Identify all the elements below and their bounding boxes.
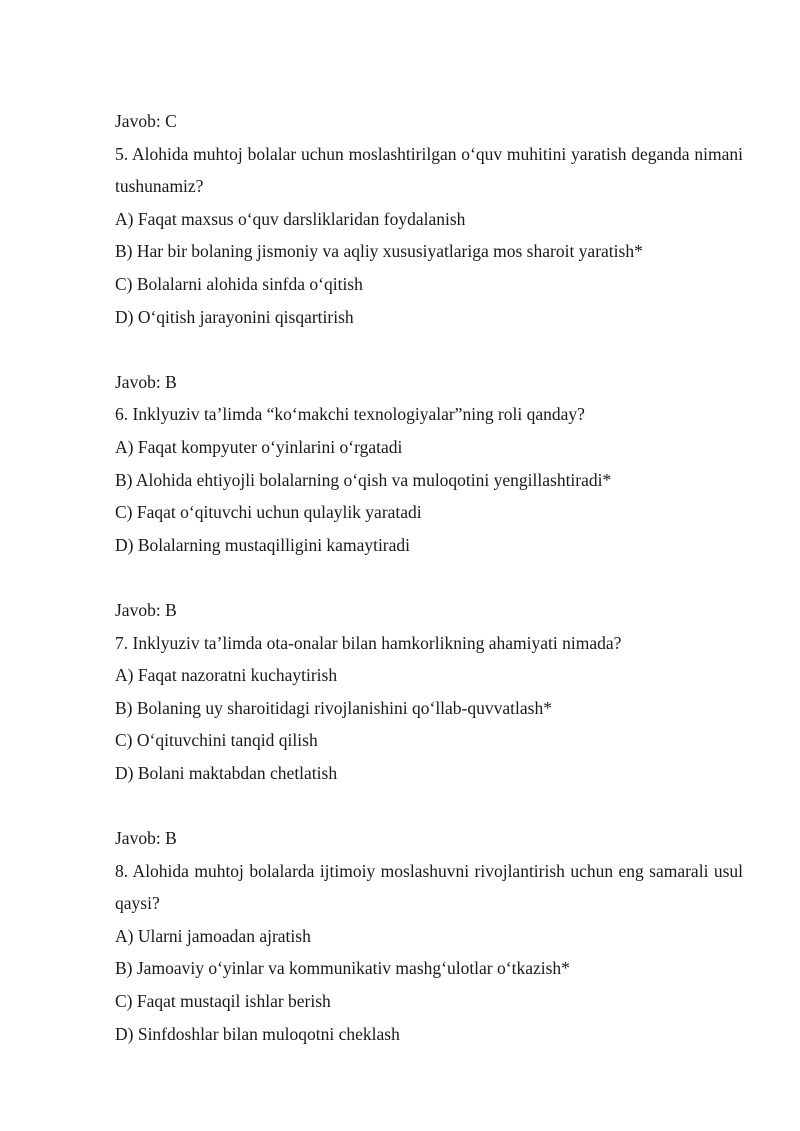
option-b: B) Bolaning uy sharoitidagi rivojlanishini qo‘llab-quvvatlash*: [115, 697, 552, 718]
option-a: A) Faqat maxsus o‘quv darsliklaridan foydalanish: [115, 208, 466, 229]
question-text: 7. Inklyuziv ta’limda ota-onalar bilan hamkorlikning ahamiyati nimada?: [115, 632, 622, 653]
question-block-5: [115, 105, 743, 333]
question-block-7: [115, 594, 743, 790]
option-d: D) O‘qitish jarayonini qisqartirish: [115, 306, 354, 327]
option-b: B) Jamoaviy o‘yinlar va kommunikativ mashg‘ulotlar o‘tkazish*: [115, 958, 570, 979]
option-c: C) O‘qituvchini tanqid qilish: [115, 730, 318, 751]
option-c: C) Faqat mustaqil ishlar berish: [115, 991, 331, 1012]
document-content: [115, 105, 743, 1050]
answer-key: Javob: B: [115, 599, 177, 620]
answer-key: Javob: B: [115, 371, 177, 392]
question-text: 8. Alohida muhtoj bolalarda ijtimoiy moslashuvni rivojlantirish uchun eng samarali usul qaysi?: [115, 860, 743, 914]
spacer: [115, 333, 743, 366]
question-block-8: [115, 822, 743, 1050]
option-a: A) Faqat nazoratni kuchaytirish: [115, 665, 338, 686]
option-b: B) Har bir bolaning jismoniy va aqliy xususiyatlariga mos sharoit yaratish*: [115, 241, 643, 262]
option-d: D) Sinfdoshlar bilan muloqotni cheklash: [115, 1023, 400, 1044]
spacer: [115, 789, 743, 822]
option-d: D) Bolani maktabdan chetlatish: [115, 762, 338, 783]
question-text: 6. Inklyuziv ta’limda “ko‘makchi texnologiyalar”ning roli qanday?: [115, 404, 585, 425]
option-a: A) Faqat kompyuter o‘yinlarini o‘rgatadi: [115, 436, 403, 457]
question-text: 5. Alohida muhtoj bolalar uchun moslashtirilgan o‘quv muhitini yaratish deganda nimani tushunamiz?: [115, 143, 743, 197]
option-a: A) Ularni jamoadan ajratish: [115, 925, 311, 946]
question-block-6: [115, 366, 743, 562]
spacer: [115, 561, 743, 594]
answer-key: Javob: B: [115, 828, 177, 849]
option-b: B) Alohida ehtiyojli bolalarning o‘qish va muloqotini yengillashtiradi*: [115, 469, 612, 490]
option-c: C) Faqat o‘qituvchi uchun qulaylik yaratadi: [115, 502, 422, 523]
option-c: C) Bolalarni alohida sinfda o‘qitish: [115, 273, 363, 294]
answer-key: Javob: C: [115, 111, 177, 131]
option-d: D) Bolalarning mustaqilligini kamaytiradi: [115, 534, 411, 555]
